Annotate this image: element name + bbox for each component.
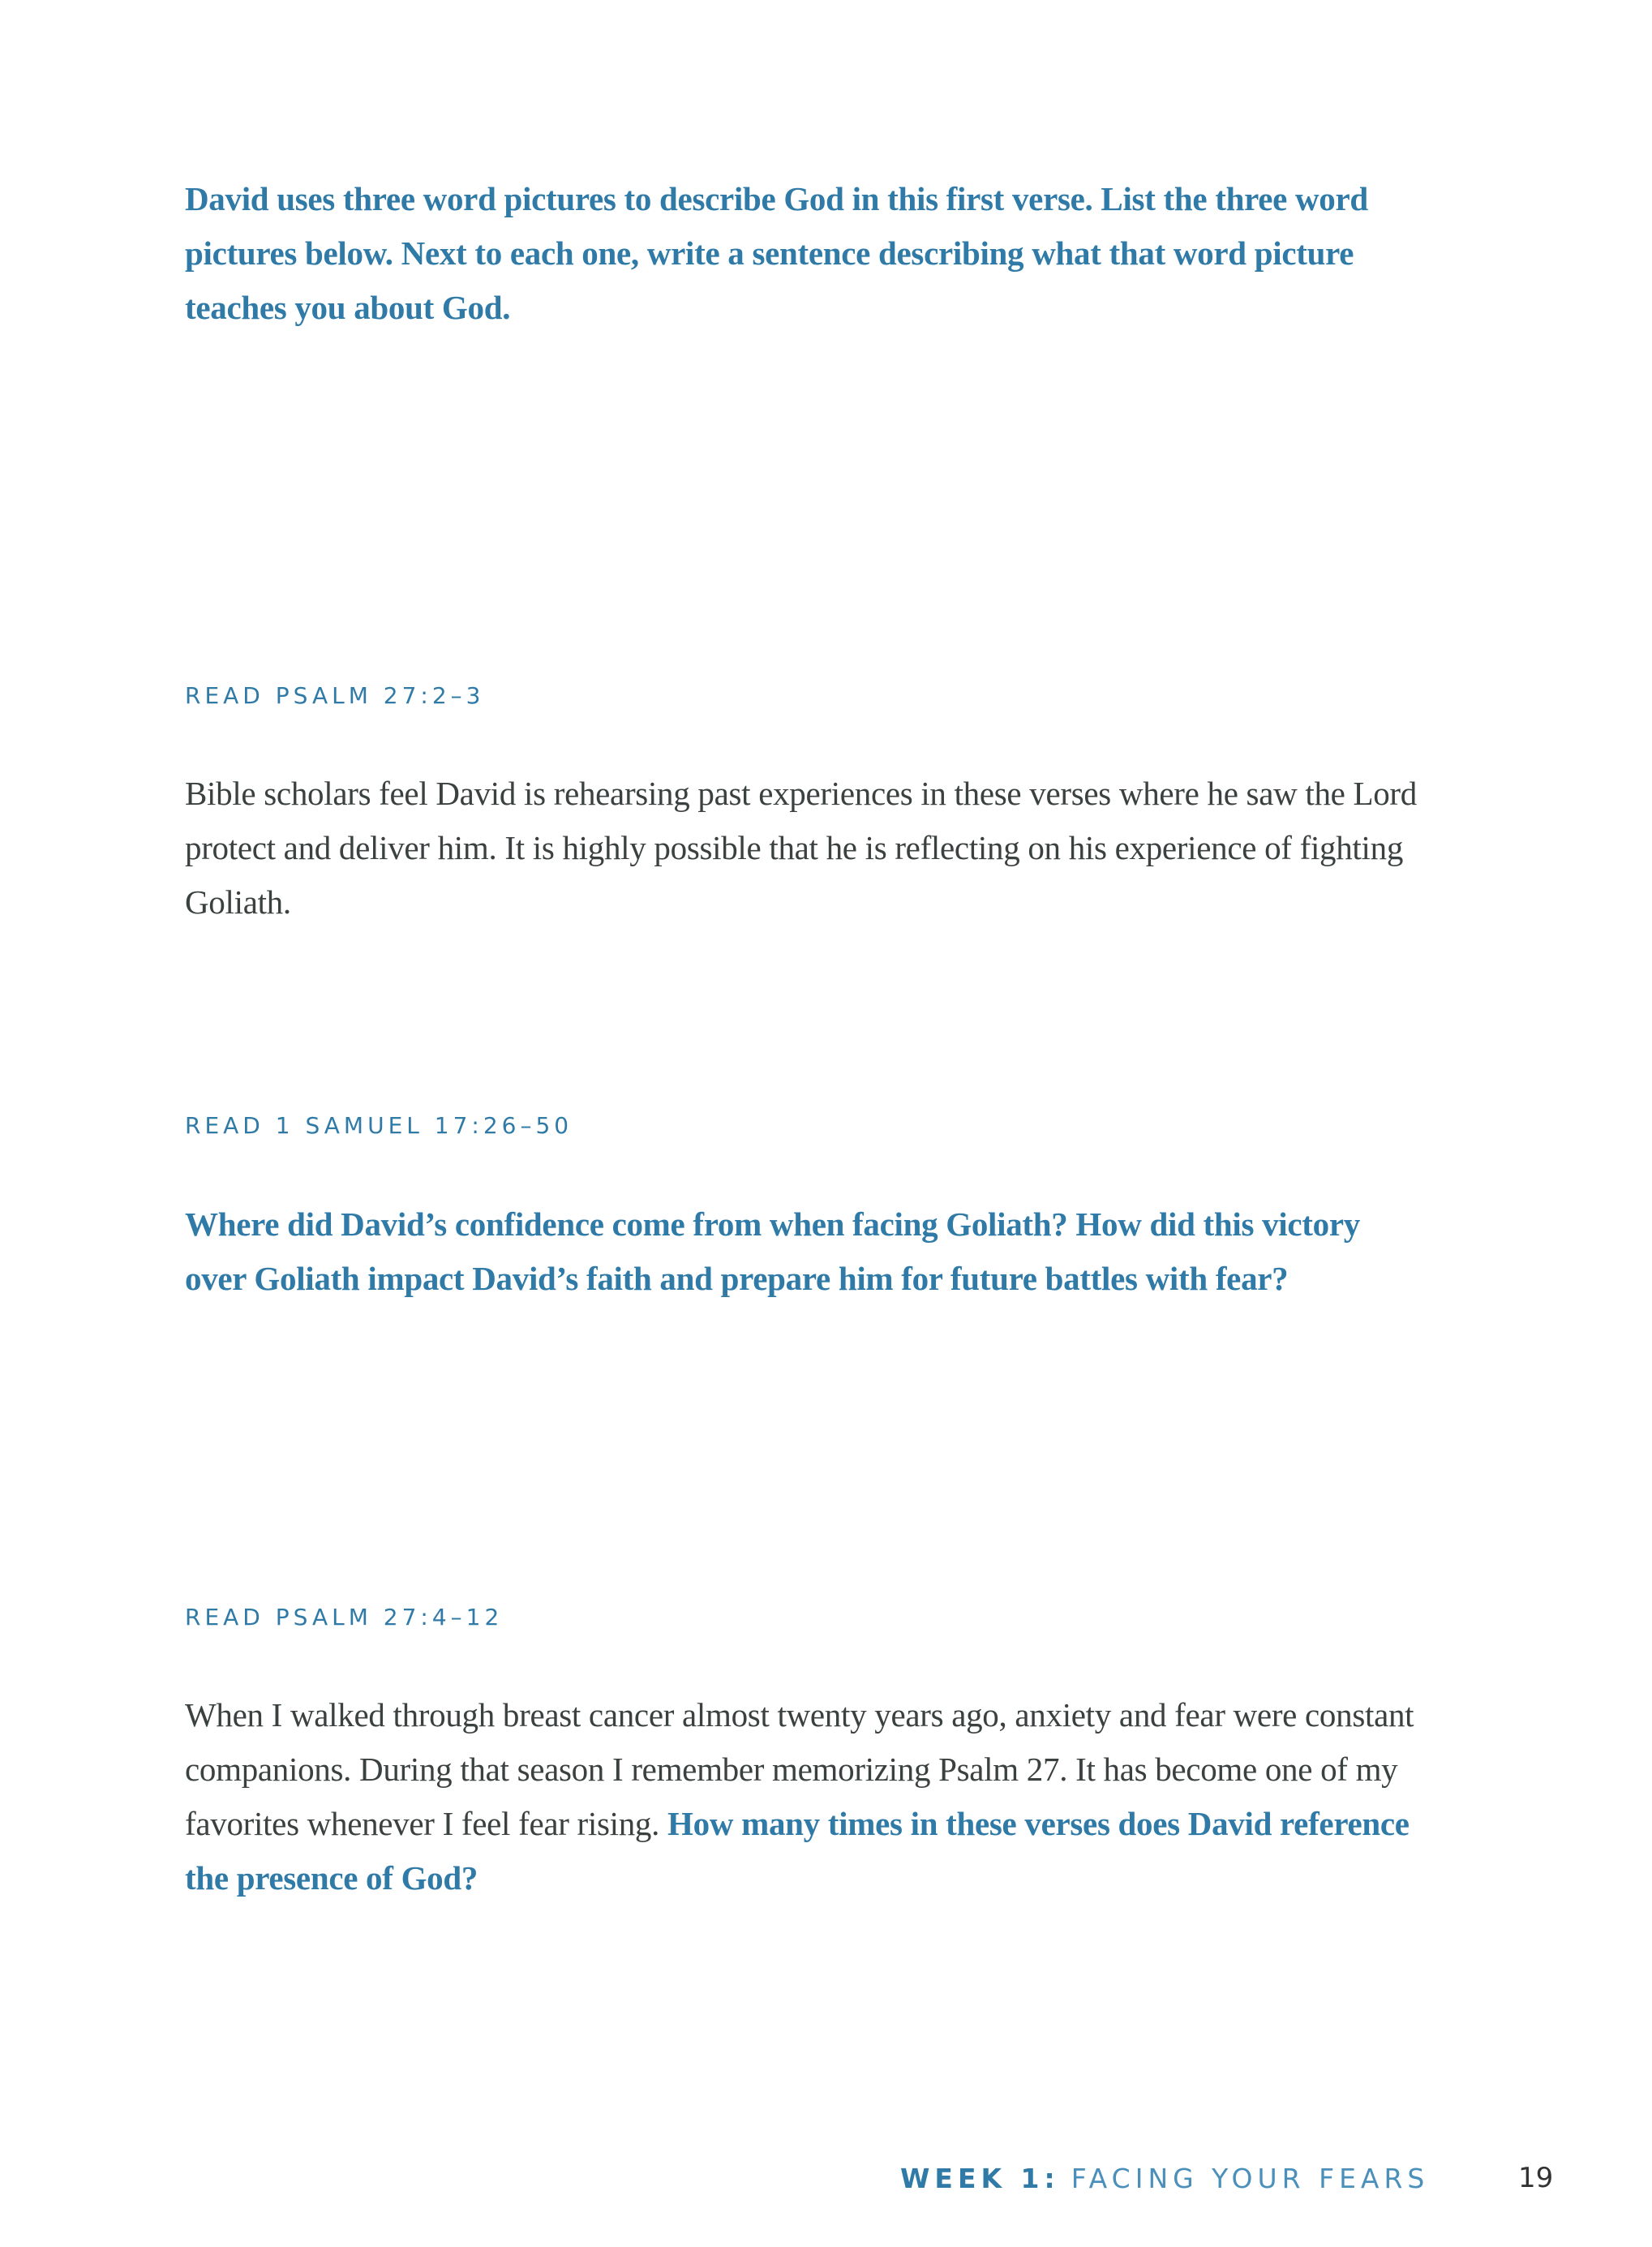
running-footer	[900, 2159, 1429, 2197]
footer-week-label: WEEK 1:	[900, 2162, 1060, 2194]
section-heading-psalm-27-4-12: READ PSALM 27:4–12	[185, 1604, 504, 1630]
body-paragraph-breast-cancer	[185, 1688, 1418, 1905]
footer-chapter-title: FACING YOUR FEARS	[1071, 2162, 1430, 2194]
inline-question-presence-of-god: How many times in these verses does David reference the presence of God?	[185, 1805, 1410, 1897]
section-heading-1-samuel-17: READ 1 SAMUEL 17:26–50	[185, 1112, 573, 1139]
question-word-pictures: David uses three word pictures to describe God in this first verse. List the three word pictures below. Next to each one, write a sentence describing what that word picture teaches you about God.	[185, 180, 1368, 326]
question-david-confidence: Where did David’s confidence come from when facing Goliath? How did this victory over Goliath impact David’s faith and prepare him for future battles with fear?	[185, 1205, 1360, 1297]
section-heading-psalm-27-2-3: READ PSALM 27:2–3	[185, 682, 485, 709]
body-paragraph-bible-scholars: Bible scholars feel David is rehearsing past experiences in these verses where he saw the Lord protect and deliver him. It is highly possible that he is reflecting on his experience of fighting Goliath.	[185, 775, 1417, 921]
body-paragraph-text: When I walked through breast cancer almost twenty years ago, anxiety and fear were constant companions. During that season I remember memorizing Psalm 27. It has become one of my favorites whenever I feel fear rising.	[185, 1696, 1414, 1842]
page-number: 19	[1518, 2162, 1554, 2194]
